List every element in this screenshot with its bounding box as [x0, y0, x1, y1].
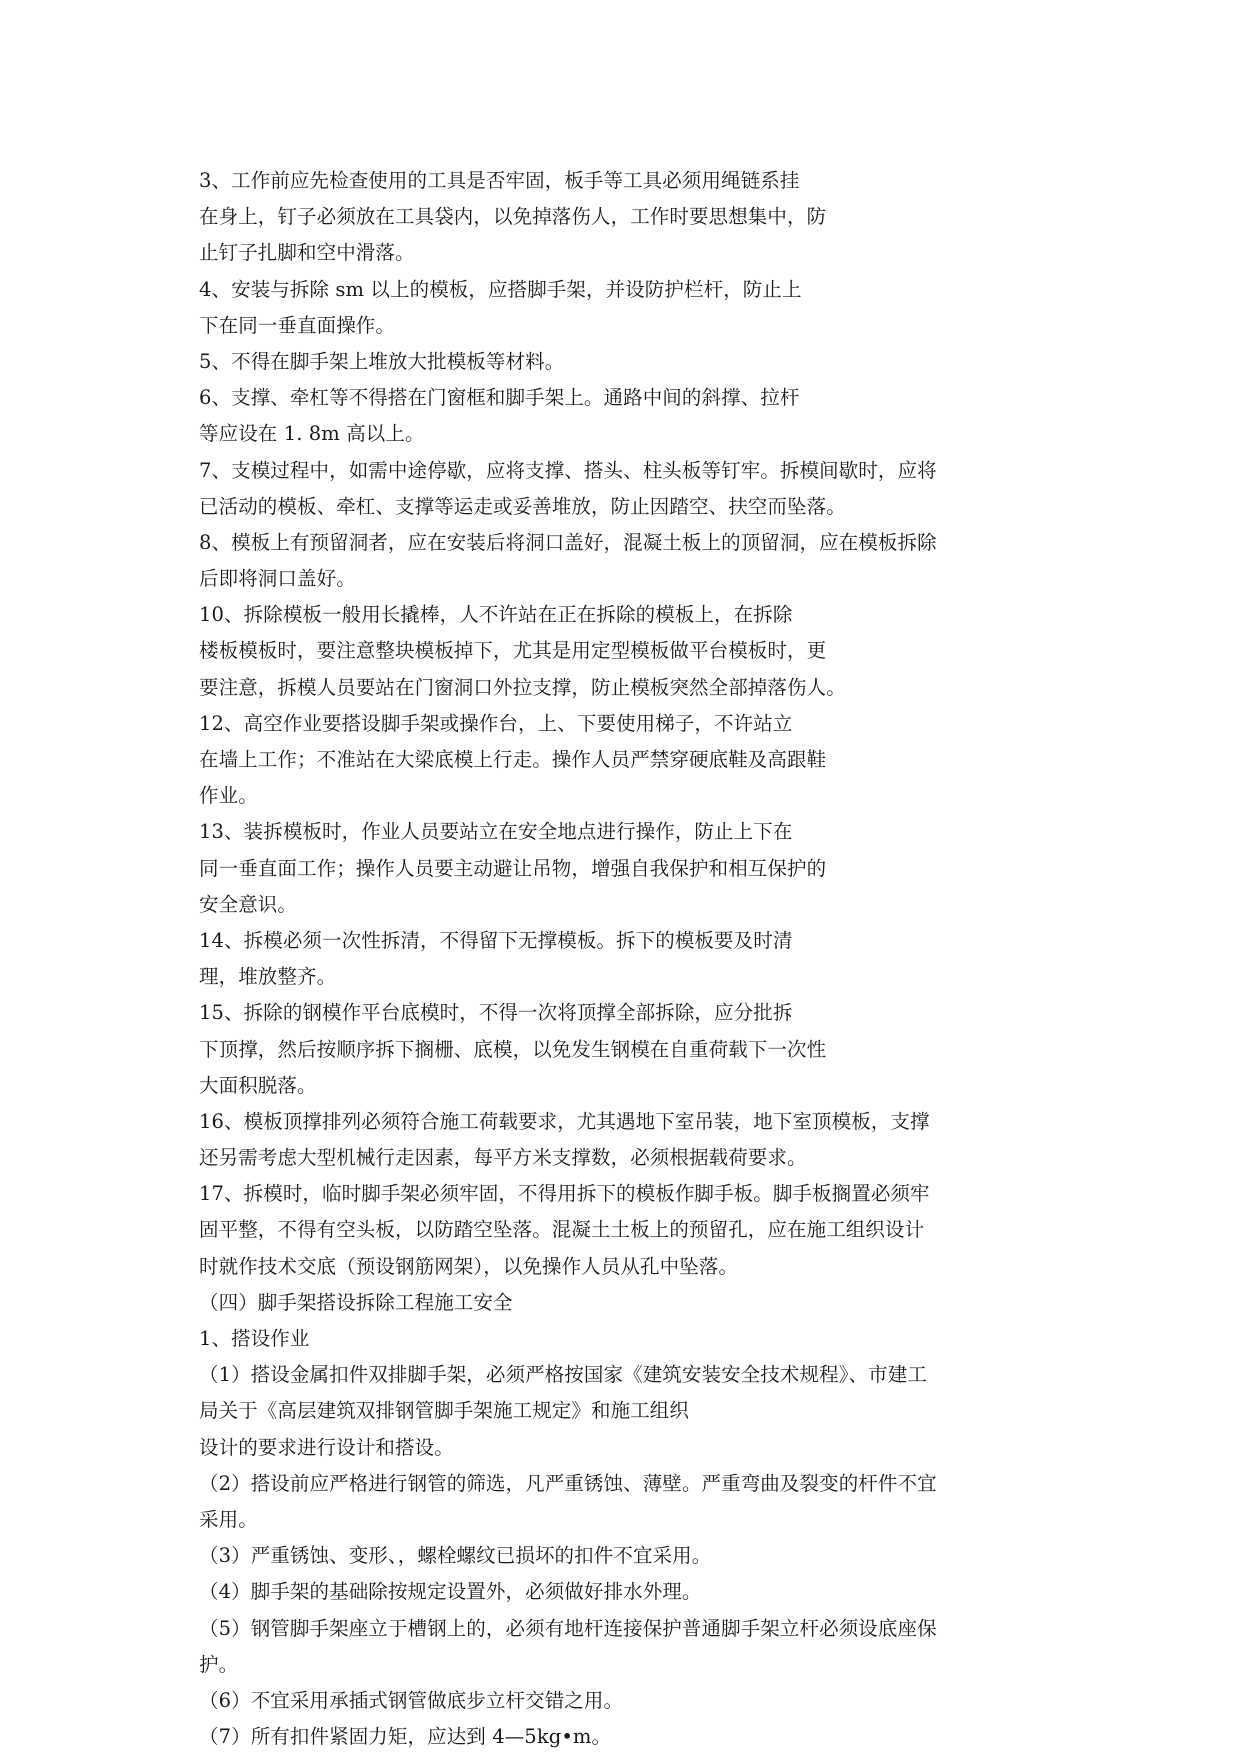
text-line: 还另需考虑大型机械行走因素，每平方米支撑数，必须根据载荷要求。 — [199, 1146, 807, 1170]
text-line: （1）搭设金属扣件双排脚手架，必须严格按国家《建筑安装安全技术规程》、市建工 — [199, 1363, 927, 1387]
text-line: 16、模板顶撑排列必须符合施工荷载要求，尤其遇地下室吊装，地下室顶模板，支撑 — [199, 1109, 930, 1133]
text-line: 局关于《高层建筑双排钢管脚手架施工规定》和施工组织 — [199, 1399, 690, 1423]
text-line: 大面积脱落。 — [199, 1073, 317, 1097]
text-line: （4）脚手架的基础除按规定设置外，必须做好排水外理。 — [199, 1580, 702, 1604]
section-heading: （四）脚手架搭设拆除工程施工安全 — [199, 1290, 513, 1314]
document-body — [199, 163, 1039, 1755]
text-line: 同一垂直面工作；操作人员要主动避让吊物，增强自我保护和相互保护的 — [199, 856, 827, 880]
text-line: 7、支模过程中，如需中途停歇，应将支撑、搭头、柱头板等钉牢。拆模间歇时，应将 — [199, 458, 937, 482]
text-line: 时就作技术交底（预设钢筋网架），以免操作人员从孔中坠落。 — [199, 1254, 739, 1278]
text-line: 14、拆模必须一次性拆清，不得留下无撑模板。拆下的模板要及时清 — [199, 928, 793, 952]
text-line: 作业。 — [199, 784, 258, 808]
subsection-heading: 1、搭设作业 — [199, 1327, 310, 1350]
text-line: 在身上，钉子必须放在工具袋内，以免掉落伤人，工作时要思想集中，防 — [199, 205, 827, 229]
text-line: 15、拆除的钢模作平台底模时，不得一次将顶撑全部拆除，应分批拆 — [199, 1001, 793, 1025]
text-line: 后即将洞口盖好。 — [199, 567, 356, 591]
text-line: 在墙上工作；不准站在大梁底模上行走。操作人员严禁穿硬底鞋及高跟鞋 — [199, 748, 827, 771]
text-line: 6、支撑、牵杠等不得搭在门窗框和脚手架上。通路中间的斜撑、拉杆 — [199, 386, 800, 410]
text-line: 10、拆除模板一般用长撬棒，人不许站在正在拆除的模板上，在拆除 — [199, 603, 793, 627]
text-line: 下在同一垂直面操作。 — [199, 313, 396, 337]
text-line: （2）搭设前应严格进行钢管的筛选，凡严重锈蚀、薄壁。严重弯曲及裂变的杆件不宜 — [199, 1471, 937, 1495]
text-line: （6）不宜采用承插式钢管做底步立杆交错之用。 — [199, 1688, 624, 1712]
text-line: 等应设在 1. 8m 高以上。 — [199, 422, 425, 446]
text-line: 13、装拆模板时，作业人员要站立在安全地点进行操作，防止上下在 — [199, 820, 793, 844]
text-line: 护。 — [199, 1652, 239, 1676]
text-line: 17、拆模时，临时脚手架必须牢固，不得用拆下的模板作脚手板。脚手板搁置必须牢 — [199, 1182, 930, 1206]
text-line: 下顶撑，然后按顺序拆下搁栅、底模，以免发生钢模在自重荷载下一次性 — [199, 1037, 827, 1061]
text-line: 要注意，拆模人员要站在门窗洞口外拉支撑，防止模板突然全部掉落伤人。 — [199, 675, 846, 699]
text-line: （5）钢管脚手架座立于槽钢上的，必须有地杆连接保护普通脚手架立杆必须设底座保 — [199, 1616, 937, 1640]
text-line: （3）严重锈蚀、变形、，螺栓螺纹已损坏的扣件不宜采用。 — [199, 1544, 712, 1568]
text-line: 已活动的模板、牵杠、支撑等运走或妥善堆放，防止因踏空、扶空而坠落。 — [199, 494, 846, 518]
text-line: 5、不得在脚手架上堆放大批模板等材料。 — [199, 349, 565, 373]
text-line: 安全意识。 — [199, 892, 298, 916]
text-line: （7）所有扣件紧固力矩，应达到 4—5kg•m。 — [199, 1725, 612, 1749]
text-line: 8、模板上有预留洞者，应在安装后将洞口盖好，混凝土板上的顶留洞，应在模板拆除 — [199, 530, 937, 554]
text-line: 3、工作前应先检查使用的工具是否牢固，板手等工具必须用绳链系挂 — [199, 169, 800, 192]
text-line: 12、高空作业要搭设脚手架或操作台，上、下要使用梯子，不许站立 — [199, 711, 793, 735]
text-line: 设计的要求进行设计和搭设。 — [199, 1435, 454, 1459]
text-line: 4、安装与拆除 sm 以上的模板，应搭脚手架，并设防护栏杆，防止上 — [199, 277, 802, 301]
text-line: 止钉子扎脚和空中滑落。 — [199, 241, 415, 265]
text-line: 固平整，不得有空头板，以防踏空坠落。混凝土土板上的预留孔，应在施工组织设计 — [199, 1218, 925, 1242]
text-line: 采用。 — [199, 1507, 258, 1531]
text-line: 理，堆放整齐。 — [199, 965, 337, 989]
text-line: 楼板模板时，要注意整块模板掉下，尤其是用定型模板做平台模板时，更 — [199, 639, 827, 663]
